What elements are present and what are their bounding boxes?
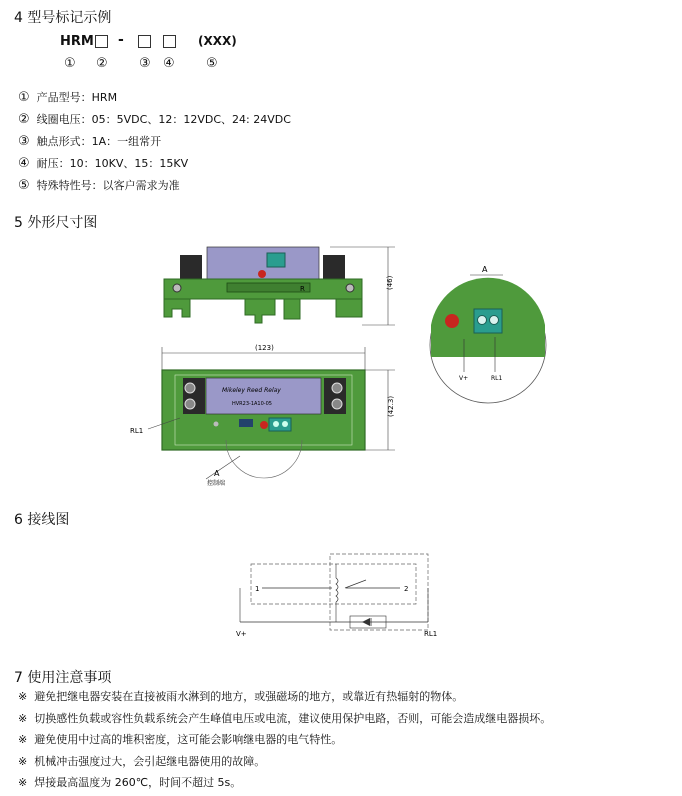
relay-label-brand: Mikeley Reed Relay: [222, 387, 281, 394]
placeholder-box-2: [95, 35, 108, 48]
note-item: ※ 切换感性负载或容性负载系统会产生峰值电压或电流，建议使用保护电路，否则，可能会造成继电器损坏。: [18, 711, 552, 725]
dim-width: (123): [255, 344, 274, 352]
placeholder-box-3: [138, 35, 151, 48]
model-suffix: (XXX): [198, 34, 237, 48]
section6-heading: 6 接线图: [14, 512, 70, 528]
section7-heading: 7 使用注意事项: [14, 670, 112, 686]
spec-item: ④ 耐压：10：10KV、15：15KV: [18, 156, 189, 171]
code-num-4: ④: [163, 56, 175, 71]
section5-heading: 5 外形尺寸图: [14, 215, 98, 231]
note-item: ※ 避免把继电器安装在直接被雨水淋到的地方，或强磁场的地方，或靠近有热辐射的物体。: [18, 690, 464, 703]
pin-2: 2: [404, 585, 409, 593]
detail-title: A: [482, 265, 488, 274]
code-num-3: ③: [139, 56, 151, 71]
spec-item: ① 产品型号：HRM: [18, 90, 118, 105]
code-num-1: ①: [64, 56, 76, 71]
relay-label-model: HVR23-1A10-05: [232, 401, 272, 407]
dim-height: (46): [386, 275, 394, 290]
spec-item: ② 线圈电压：05：5VDC、12：12VDC、24: 24VDC: [18, 112, 291, 127]
wiring-vplus: V+: [236, 630, 247, 638]
label-a: A: [214, 469, 220, 478]
placeholder-box-4: [163, 35, 176, 48]
label-rl1: RL1: [130, 427, 144, 435]
outline-drawing: [0, 235, 682, 495]
code-num-2: ②: [96, 56, 108, 71]
model-dash: -: [118, 32, 124, 48]
relay-top-view: [130, 344, 395, 487]
spec-item: ③ 触点形式：1A：一组常开: [18, 134, 162, 149]
terminal-mark: R: [300, 285, 305, 293]
note-item: ※ 焊接最高温度为 260℃，时间不超过 5s。: [18, 776, 242, 789]
callout-vplus: V+: [459, 375, 469, 382]
label-a-sub: 控制端: [207, 480, 226, 487]
code-num-5: ⑤: [206, 56, 218, 71]
wiring-rl1: RL1: [424, 630, 438, 638]
spec-item: ⑤ 特殊特性号：以客户需求为准: [18, 178, 180, 193]
dim-depth: (42.3): [387, 395, 395, 417]
detail-view-a: [430, 265, 546, 403]
callout-rl1: RL1: [491, 375, 503, 382]
spec-list: [18, 89, 291, 199]
wiring-diagram: [0, 540, 682, 640]
section4-heading: 4 型号标记示例: [14, 10, 112, 26]
model-code: HRM: [60, 34, 94, 49]
pin-1: 1: [255, 585, 260, 593]
note-item: ※ 避免使用中过高的堆积密度，这可能会影响继电器的电气特性。: [18, 733, 343, 746]
relay-side-view: [164, 247, 395, 325]
notes-list: [18, 688, 551, 796]
note-item: ※ 机械冲击强度过大，会引起继电器使用的故障。: [18, 754, 266, 768]
